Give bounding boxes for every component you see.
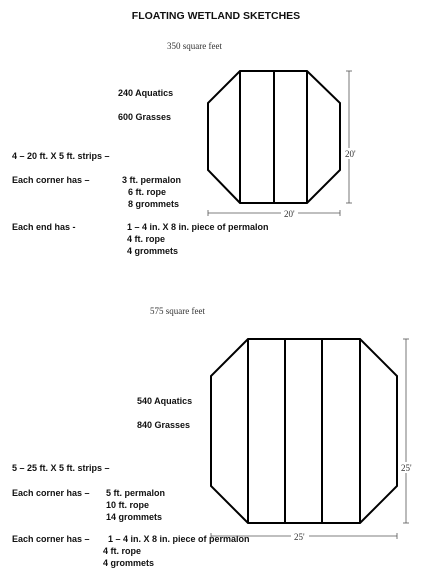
- sketch2-aquatics: 540 Aquatics: [137, 396, 193, 406]
- sketch1-corner-label: Each corner has –: [12, 175, 90, 185]
- sketch2-end-item: 1 – 4 in. X 8 in. piece of permalon: [108, 534, 250, 544]
- sketch1-corner-item: 3 ft. permalon: [122, 175, 182, 185]
- sketch1-strips: 4 – 20 ft. X 5 ft. strips –: [12, 151, 110, 161]
- sketch2-wetland-shape: [211, 339, 397, 523]
- sketch1-corner-item: 6 ft. rope: [128, 187, 167, 197]
- sketch2-corner-label: Each corner has –: [12, 488, 90, 498]
- sketch1-area: 350 square feet: [167, 41, 222, 51]
- sketch2-height-label: 25': [401, 463, 412, 473]
- sketch1-end-item: 4 grommets: [127, 246, 179, 256]
- sketch1-height-label: 20': [345, 149, 356, 159]
- sketch2-grasses: 840 Grasses: [137, 420, 191, 430]
- sketch1-grasses: 600 Grasses: [118, 112, 172, 122]
- sketch2-corner-item: 10 ft. rope: [106, 500, 150, 510]
- sketch1-aquatics: 240 Aquatics: [118, 88, 174, 98]
- sketch2-corner-item: 14 grommets: [106, 512, 163, 522]
- sketch2-dimensions: [211, 339, 409, 539]
- page-title: FLOATING WETLAND SKETCHES: [131, 10, 301, 22]
- sketch2-end-item: 4 ft. rope: [103, 546, 142, 556]
- sketch2-strips: 5 – 25 ft. X 5 ft. strips –: [12, 463, 110, 473]
- sketch1-corner-item: 8 grommets: [128, 199, 180, 209]
- sketch1-end-item: 1 – 4 in. X 8 in. piece of permalon: [127, 222, 269, 232]
- sketch2-end-label: Each corner has –: [12, 534, 90, 544]
- sketch1-end-item: 4 ft. rope: [127, 234, 166, 244]
- sketch1-wetland-shape: [208, 71, 340, 203]
- sketch2-area: 575 square feet: [150, 306, 205, 316]
- sketch1-end-label: Each end has -: [12, 222, 76, 232]
- sketch1-width-label: 20': [284, 209, 295, 219]
- sketch2-octagon: [211, 339, 397, 523]
- sketch2-end-item: 4 grommets: [103, 558, 155, 568]
- sketch2-corner-item: 5 ft. permalon: [106, 488, 166, 498]
- sketch2-width-label: 25': [294, 532, 305, 542]
